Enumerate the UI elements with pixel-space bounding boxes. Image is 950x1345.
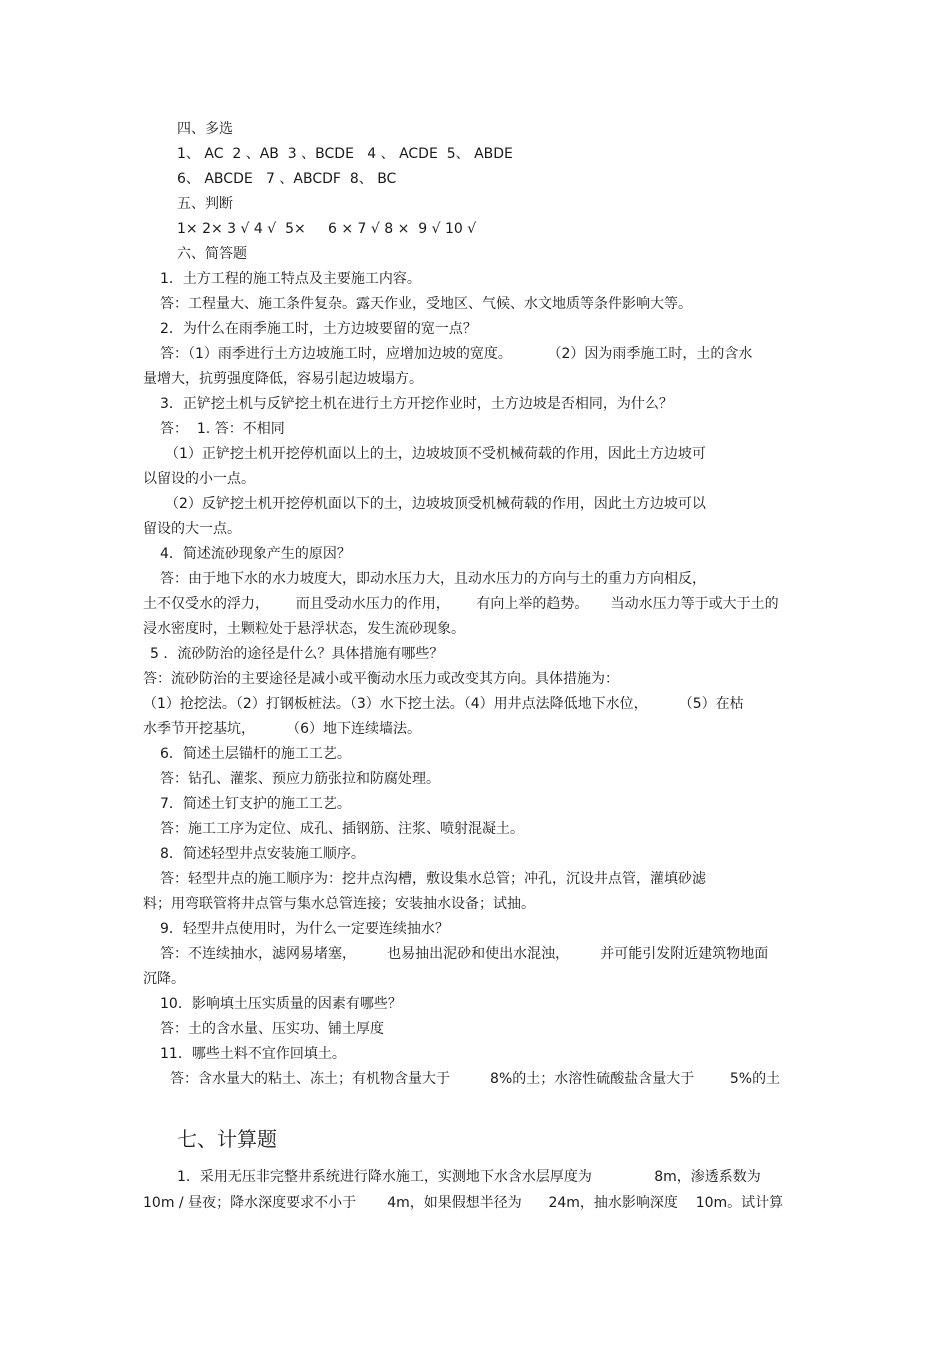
section-5-title: 五、判断 xyxy=(177,196,233,212)
answer-2-cont: 量增大，抗剪强度降低，容易引起边坡塌方。 xyxy=(143,371,423,387)
answer-1: 答：工程量大、施工条件复杂。露天作业，受地区、气候、水文地质等条件影响大等。 xyxy=(160,296,692,312)
calc-problem-1-line-1: 1．采用无压非完整井系统进行降水施工，实测地下水含水层厚度为 8m，渗透系数为 xyxy=(177,1169,761,1185)
question-9: 9．轻型井点使用时，为什么一定要连续抽水？ xyxy=(160,921,449,937)
answer-6: 答：钻孔、灌浆、预应力筋张拉和防腐处理。 xyxy=(160,771,440,787)
answer-4-cont-2: 浸水密度时，土颗粒处于悬浮状态，发生流砂现象。 xyxy=(143,621,465,637)
multi-choice-answers-1: 1、 AC 2 、AB 3 、BCDE 4 、 ACDE 5、 ABDE xyxy=(177,146,513,162)
answer-8: 答：轻型井点的施工顺序为：挖井点沟槽，敷设集水总管；冲孔，沉设井点管，灌填砂滤 xyxy=(160,871,706,887)
true-false-answers: 1× 2× 3 √ 4 √ 5× 6 × 7 √ 8 × 9 √ 10 √ xyxy=(177,221,477,237)
question-7: 7．简述土钉支护的施工工艺。 xyxy=(160,796,351,812)
section-6-title: 六、简答题 xyxy=(177,246,247,262)
answer-9-cont: 沉降。 xyxy=(143,971,185,987)
question-2: 2．为什么在雨季施工时，土方边坡要留的宽一点？ xyxy=(160,321,477,337)
answer-3-part-1-cont: 以留设的小一点。 xyxy=(143,471,255,487)
section-4-title: 四、多选 xyxy=(177,121,233,137)
question-5: 5 ．流砂防治的途径是什么？具体措施有哪些？ xyxy=(150,646,444,662)
question-3: 3．正铲挖土机与反铲挖土机在进行土方开挖作业时，土方边坡是否相同，为什么？ xyxy=(160,396,673,412)
answer-9: 答：不连续抽水，滤网易堵塞， 也易抽出泥砂和使出水混浊， 并可能引发附近建筑物地面 xyxy=(160,946,769,962)
question-8: 8．简述轻型井点安装施工顺序。 xyxy=(160,846,365,862)
answer-2: 答：（1）雨季进行土方边坡施工时，应增加边坡的宽度。 （2）因为雨季施工时，土的含水 xyxy=(160,346,753,362)
question-6: 6．简述土层锚杆的施工工艺。 xyxy=(160,746,351,762)
answer-8-cont: 料；用弯联管将井点管与集水总管连接；安装抽水设备；试抽。 xyxy=(143,896,535,912)
answer-5: 答：流砂防治的主要途径是减小或平衡动水压力或改变其方向。具体措施为： xyxy=(143,671,619,687)
answer-3-part-1: （1）正铲挖土机开挖停机面以上的土，边坡坡顶不受机械荷载的作用，因此土方边坡可 xyxy=(165,446,706,462)
answer-5-measures-cont: 水季节开挖基坑， （6）地下连续墙法。 xyxy=(143,721,422,737)
question-11: 11．哪些土料不宜作回填土。 xyxy=(160,1046,346,1062)
calc-problem-1-line-2: 10m / 昼夜；降水深度要求不小于 4m，如果假想半径为 24m，抽水影响深度 10m。试计算 xyxy=(143,1195,784,1211)
question-10: 10．影响填土压实质量的因素有哪些？ xyxy=(160,996,402,1012)
question-4: 4．简述流砂现象产生的原因？ xyxy=(160,546,351,562)
section-7-title: 七、计算题 xyxy=(177,1127,277,1151)
multi-choice-answers-2: 6、 ABCDE 7 、ABCDF 8、 BC xyxy=(177,171,397,187)
answer-10: 答：土的含水量、压实功、铺土厚度 xyxy=(160,1021,384,1037)
question-1: 1．土方工程的施工特点及主要施工内容。 xyxy=(160,271,421,287)
answer-4-cont-1: 土不仅受水的浮力， 而且受动水压力的作用， 有向上举的趋势。 当动水压力等于或大于土的 xyxy=(143,596,779,612)
answer-3: 答： 1. 答：不相同 xyxy=(160,421,285,437)
answer-3-part-2: （2）反铲挖土机开挖停机面以下的土，边坡坡顶受机械荷载的作用，因此土方边坡可以 xyxy=(165,496,706,512)
answer-3-part-2-cont: 留设的大一点。 xyxy=(143,521,241,537)
answer-5-measures: （1）抢挖法。（2）打钢板桩法。（3）水下挖土法。（4）用井点法降低地下水位， （5）在枯 xyxy=(143,696,744,712)
answer-11: 答：含水量大的粘土、冻土；有机物含量大于 8%的土；水溶性硫酸盐含量大于 5%的土 xyxy=(170,1071,781,1087)
answer-4: 答：由于地下水的水力坡度大，即动水压力大，且动水压力的方向与土的重力方向相反， xyxy=(160,571,706,587)
answer-7: 答：施工工序为定位、成孔、插钢筋、注浆、喷射混凝土。 xyxy=(160,821,524,837)
